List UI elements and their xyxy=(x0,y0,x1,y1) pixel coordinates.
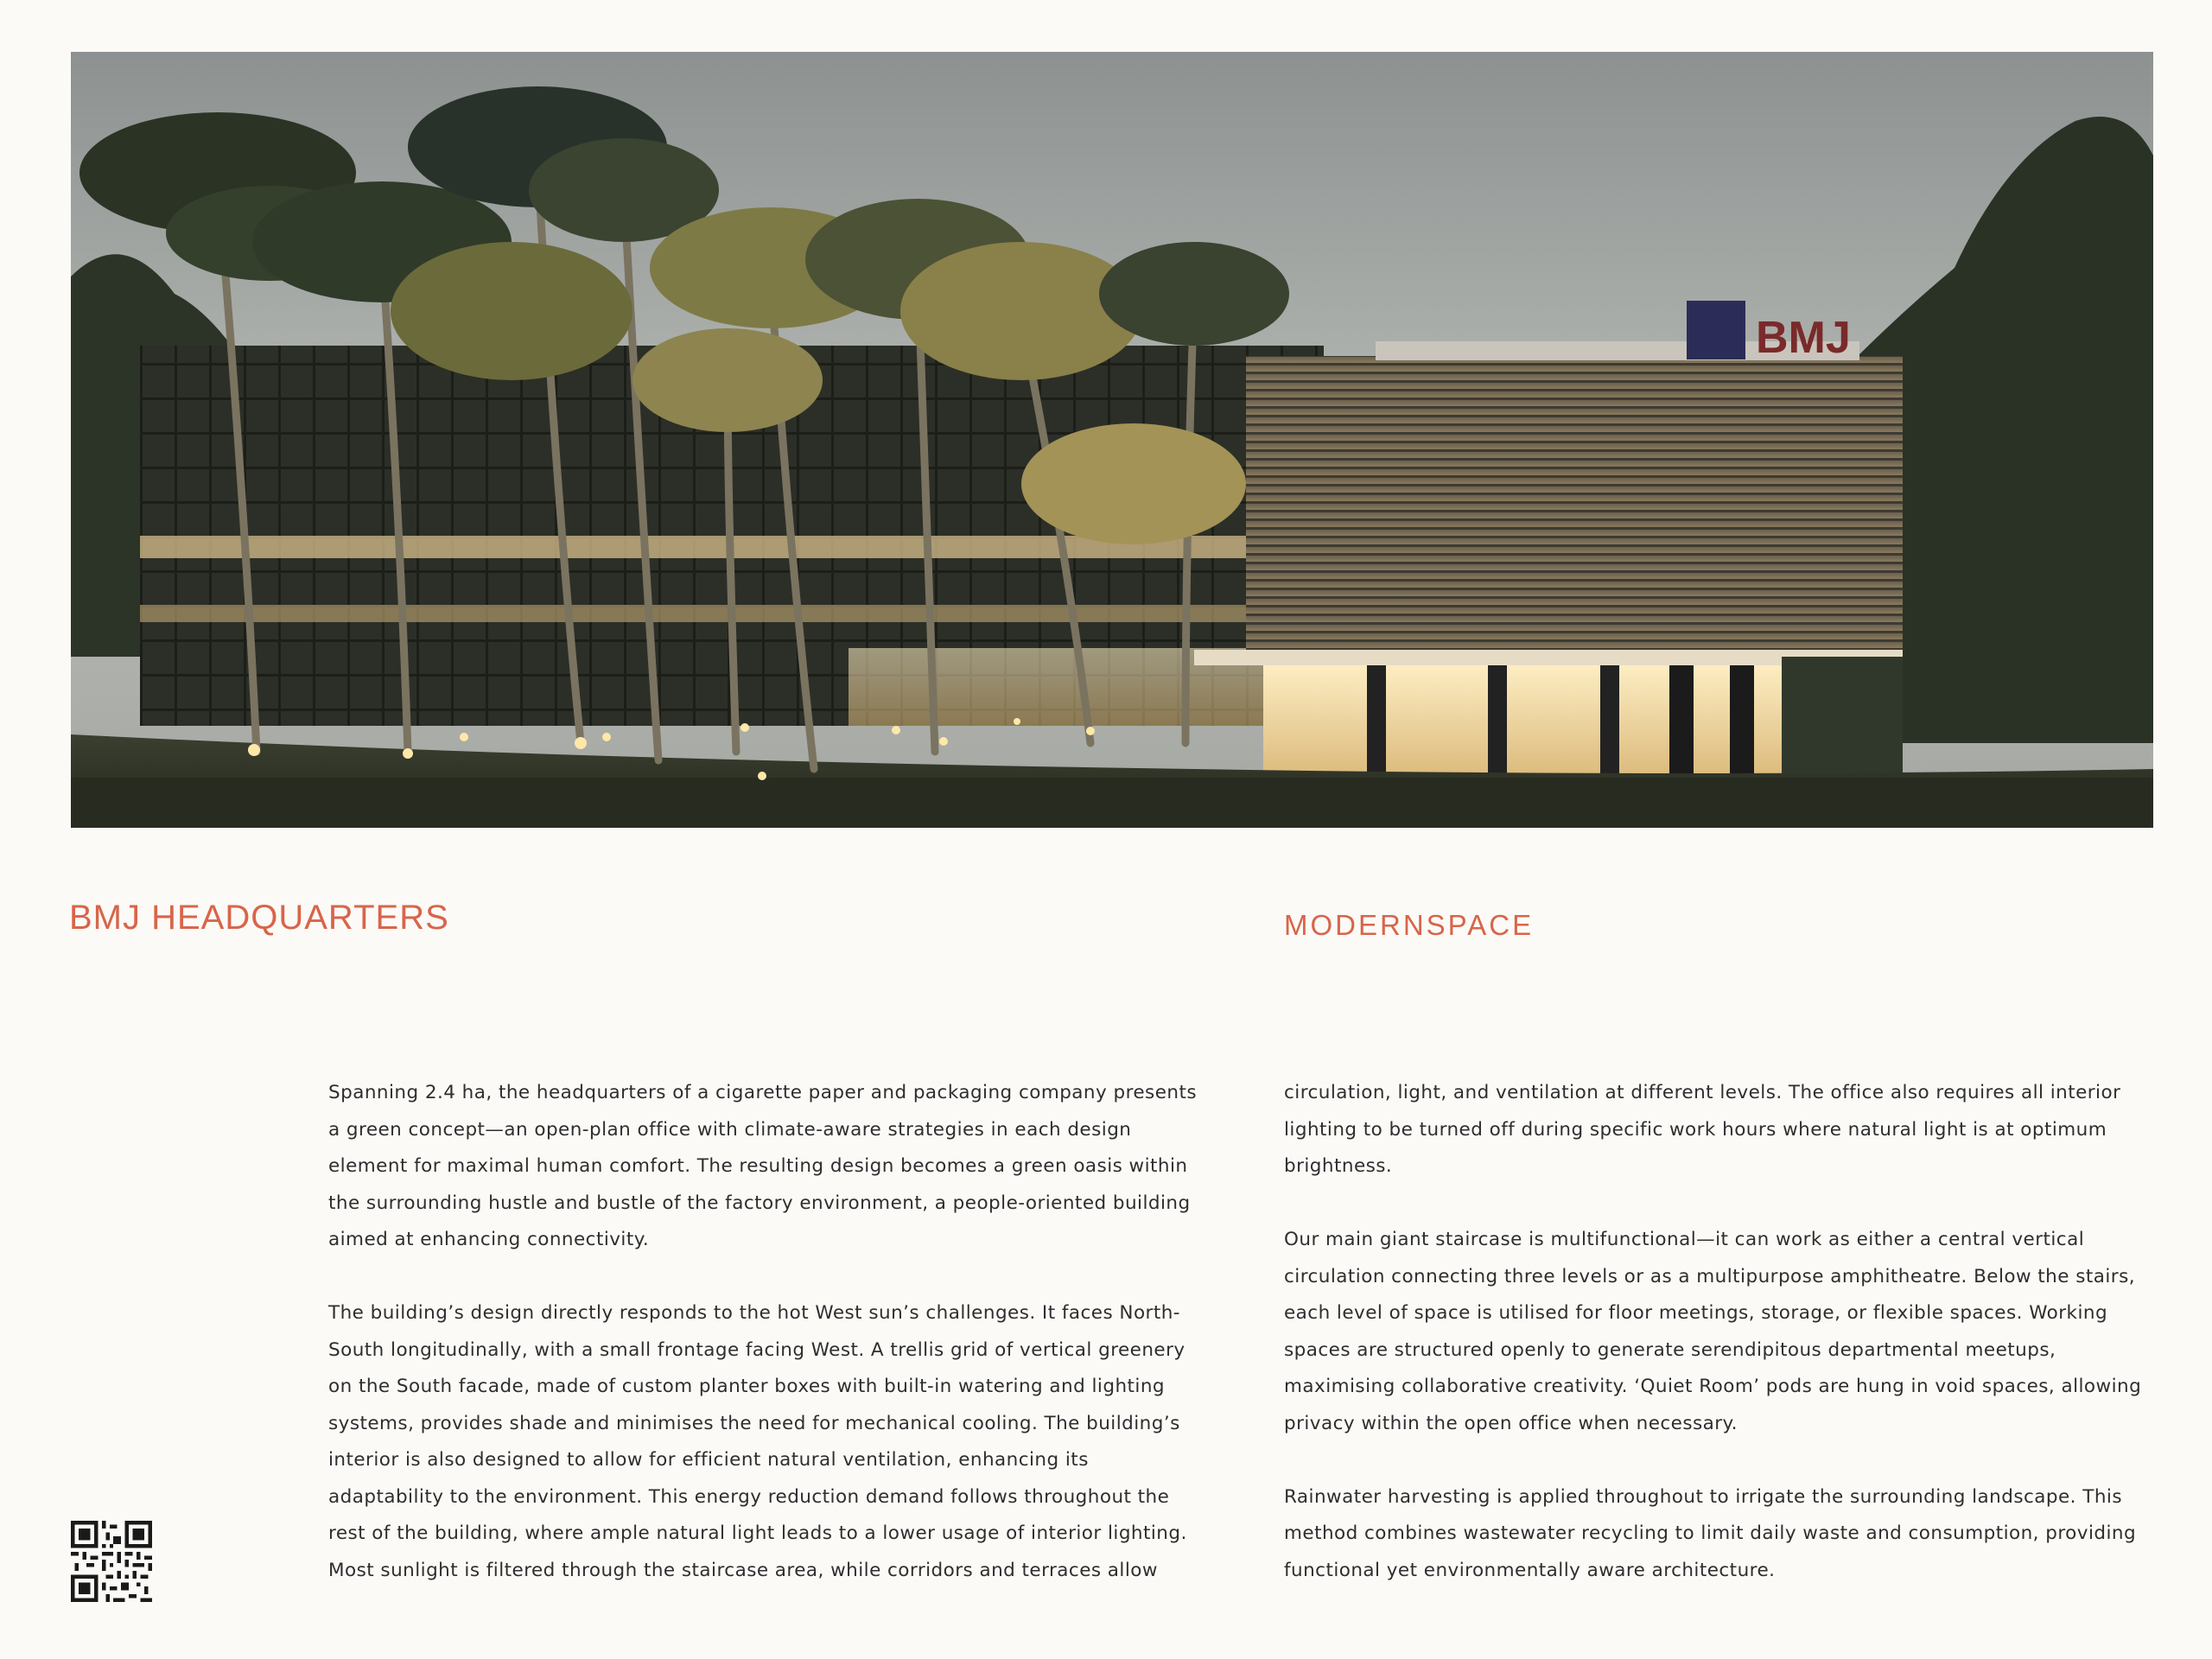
body-paragraph: Our main giant staircase is multifunctional—it can work as either a central vertical circulation connecting three levels or as a multipurpose amphitheatre. Below the stairs, each level of space is utilised for floor meetings, storage, or flexible spaces. Working spaces are structured openly to generate serendipitous departmental meetups, maximising collaborative creativity. ‘Quiet Room’ pods are hung in void spaces, allowing privacy within the open office when necessary. xyxy=(1284,1229,2142,1434)
firm-name: MODERNSPACE xyxy=(1284,909,1535,941)
body-paragraph: The building’s design directly responds to the hot West sun’s challenges. It faces North-South longitudinally, with a small frontage facing West. A trellis grid of vertical greenery on the South facade, made of custom planter boxes with built-in watering and lighting systems, provides shade and minimises the need for mechanical cooling. The building’s interior is also designed to allow for efficient natural ventilation, enhancing its adaptability to the environment. This energy reduction demand follows throughout the rest of the building, where ample natural light leads to a lower usage of interior lighting. Most sunlight is filtered through the staircase area, while corridors and terraces allow xyxy=(328,1302,1187,1581)
body-paragraph: Spanning 2.4 ha, the headquarters of a cigarette paper and packaging company presents a green concept—an open-plan office with climate-aware strategies in each design element for maximal human comfort. The resulting design becomes a green oasis within the surrounding hustle and bustle of the factory environment, a people-oriented building aimed at enhancing connectivity. xyxy=(328,1082,1197,1250)
body-paragraph: circulation, light, and ventilation at different levels. The office also requires all interior lighting to be turned off during specific work hours where natural light is at optimum brightness. xyxy=(1284,1082,2121,1177)
body-column-right xyxy=(1284,1075,2157,1589)
qr-code-icon xyxy=(71,1521,152,1602)
project-title: BMJ HEADQUARTERS xyxy=(69,899,449,937)
body-column-left xyxy=(328,1075,1210,1589)
building-photo xyxy=(71,52,2153,828)
bmj-sign-text: BMJ xyxy=(1756,313,1851,363)
body-paragraph: Rainwater harvesting is applied throughout to irrigate the surrounding landscape. This method combines wastewater recycling to limit daily waste and consumption, providing functional yet environmentally aware architecture. xyxy=(1284,1485,2137,1581)
